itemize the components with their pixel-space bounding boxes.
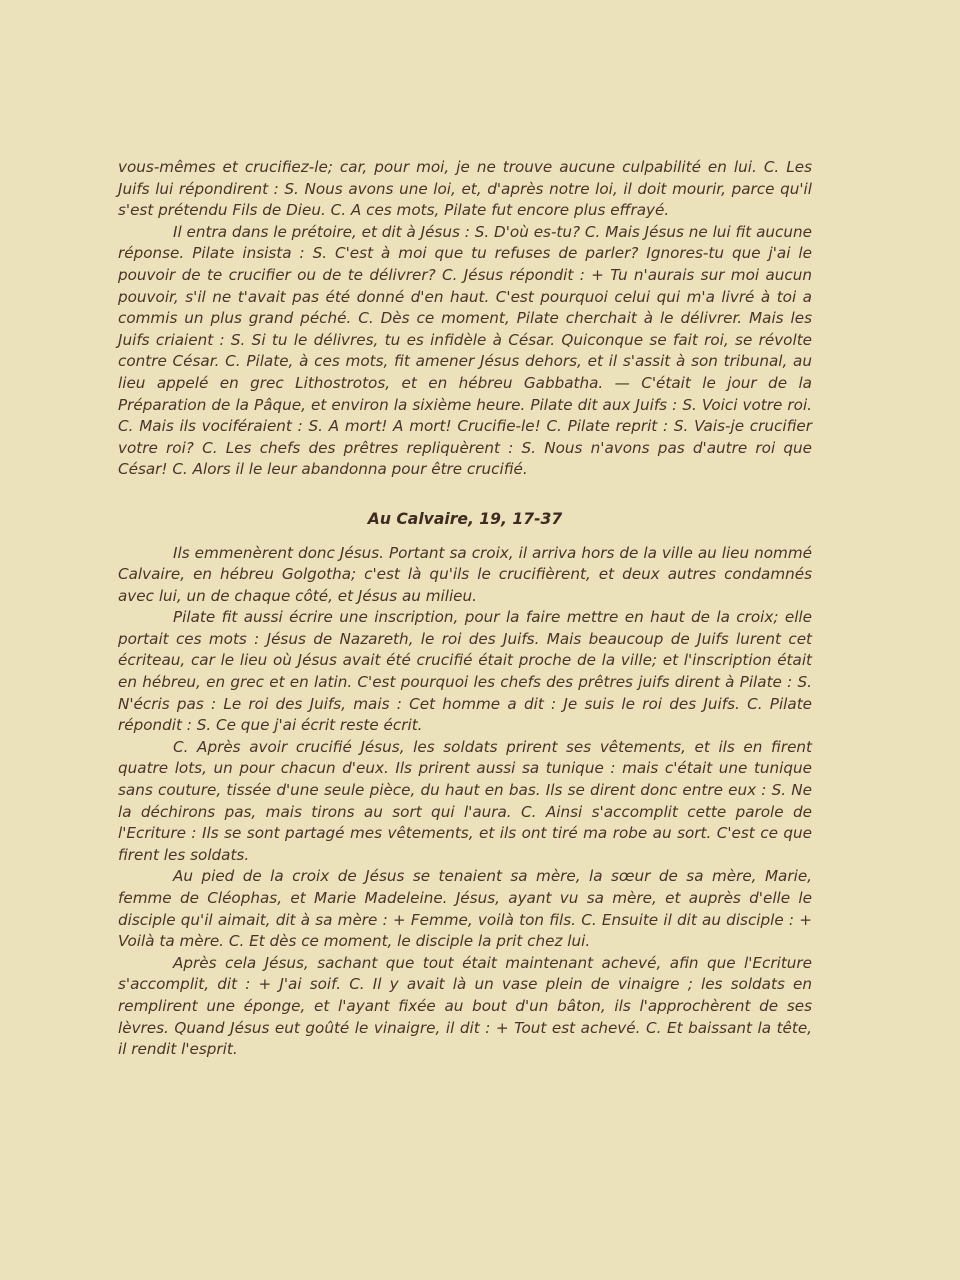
paragraph-4: Pilate fit aussi écrire une inscription, pour la faire mettre en haut de la croix; elle portait ces mots : Jésus de Nazareth, le roi des Juifs. Mais beaucoup de Juifs lurent cet écriteau, car le lieu où Jésus avait été crucifié était proche de la ville; et l'inscription était en hébreu, en grec et en latin. C'est pourquoi les chefs des prêtres juifs dirent à Pilate : S. N'écris pas : Le roi des Juifs, mais : Cet homme a dit : Je suis le roi des Juifs. C. Pilate répondit : S. Ce que j'ai écrit reste écrit. bbox=[118, 608, 812, 735]
paragraph-7: Après cela Jésus, sachant que tout était maintenant achevé, afin que l'Ecriture s'accomplit, dit : + J'ai soif. C. Il y avait là un vase plein de vinaigre ; les soldats en remplirent une éponge, et l'ayant fixée au bout d'un bâton, ils l'approchèrent de ses lèvres. Quand Jésus eut goûté le vinaigre, il dit : + Tout est achevé. C. Et baissant la tête, il rendit l'esprit. bbox=[118, 953, 812, 1059]
paragraph-6: Au pied de la croix de Jésus se tenaient sa mère, la sœur de sa mère, Marie, femme de Cléophas, et Marie Madeleine. Jésus, ayant vu sa mère, et auprès d'elle le disciple qu'il aimait, dit à sa mère : + Femme, voilà ton fils. C. Ensuite il dit au disciple : + Voilà ta mère. C. Et dès ce moment, le disciple la prit chez lui. bbox=[118, 867, 812, 951]
paragraph-2: Il entra dans le prétoire, et dit à Jésus : S. D'où es-tu? C. Mais Jésus ne lui fit aucune réponse. Pilate insista : S. C'est à moi que tu refuses de parler? Ignores-tu que j'ai le pouvoir de te crucifier ou de te délivrer? C. Jésus répondit : + Tu n'aurais sur moi aucun pouvoir, s'il ne t'avait pas été donné d'en haut. C'est pourquoi celui qui m'a livré à toi a commis un plus grand péché. C. Dès ce moment, Pilate cherchait à le délivrer. Mais les Juifs criaient : S. Si tu le délivres, tu es infidèle à César. Quiconque se fait roi, se révolte contre César. C. Pilate, à ces mots, fit amener Jésus dehors, et il s'assit à son tribunal, au lieu appelé en grec Lithostrotos, et en hébreu Gabbatha. — C'était le jour de la Préparation de la Pâque, et environ la sixième heure. Pilate dit aux Juifs : S. Voici votre roi. C. Mais ils vociféraient : S. A mort! A mort! Crucifie-le! C. Pilate reprit : S. Vais-je crucifier votre roi? C. Les chefs des prêtres repliquèrent : S. Nous n'avons pas d'autre roi que César! C. Alors il le leur abandonna pour être crucifié. bbox=[118, 222, 812, 479]
section-heading: Au Calvaire, 19, 17-37 bbox=[367, 509, 563, 528]
paragraph-3: Ils emmenèrent donc Jésus. Portant sa croix, il arriva hors de la ville au lieu nommé Calvaire, en hébreu Golgotha; c'est là qu'ils le crucifièrent, et deux autres condamnés avec lui, un de chaque côté, et Jésus au milieu. bbox=[118, 543, 812, 605]
paragraph-1: vous-mêmes et crucifiez-le; car, pour moi, je ne trouve aucune culpabilité en lui. C. Les Juifs lui répondirent : S. Nous avons une loi, et, d'après notre loi, il doit mourir, parce qu'il s'est prétendu Fils de Dieu. C. A ces mots, Pilate fut encore plus effrayé. bbox=[118, 158, 812, 220]
page-body bbox=[118, 157, 812, 1061]
paragraph-5: C. Après avoir crucifié Jésus, les soldats prirent ses vêtements, et ils en firent quatre lots, un pour chacun d'eux. Ils prirent aussi sa tunique : mais c'était une tunique sans couture, tissée d'une seule pièce, du haut en bas. Ils se dirent donc entre eux : S. Ne la déchirons pas, mais tirons au sort qui l'aura. C. Ainsi s'accomplit cette parole de l'Ecriture : Ils se sont partagé mes vêtements, et ils ont tiré ma robe au sort. C'est ce que firent les soldats. bbox=[118, 737, 812, 864]
